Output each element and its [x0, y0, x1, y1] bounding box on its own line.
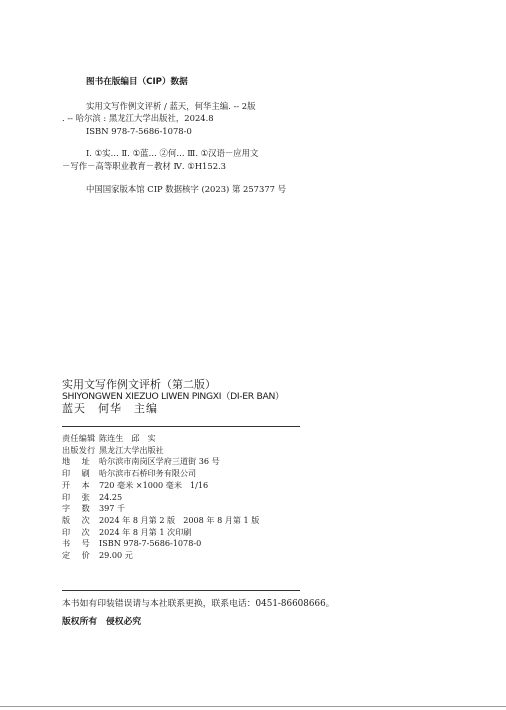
cip-line-publisher: . -- 哈尔滨 : 黑龙江大学出版社，2024.8 [62, 113, 214, 124]
info-value: 哈尔滨市南岗区学府三道街 36 号 [99, 456, 220, 467]
info-value: 397 千 [99, 503, 126, 514]
info-row [62, 503, 302, 515]
copyright-notice: 版权所有 侵权必究 [62, 617, 142, 627]
info-label: 出版发行 [62, 444, 96, 455]
info-label: 开本 [62, 479, 90, 490]
info-value: 黑龙江大学出版社 [99, 444, 164, 455]
replacement-notice: 本书如有印装错误请与本社联系更换，联系电话：0451-86608666。 [62, 599, 335, 609]
book-title: 实用文写作例文评析（第二版） [62, 378, 216, 391]
publication-info [62, 433, 302, 562]
info-value: ISBN 978-7-5686-1078-0 [99, 538, 202, 549]
info-label: 版次 [62, 514, 90, 525]
cip-line-subject-cont: －写作－高等职业教育－教材 Ⅳ. ①H152.3 [62, 160, 227, 171]
info-label: 印次 [62, 526, 90, 537]
divider-top [62, 426, 300, 427]
info-value: 2024 年 8 月第 1 次印刷 [99, 526, 192, 537]
info-row [62, 433, 302, 445]
info-value: 29.00 元 [99, 550, 133, 561]
info-label: 印张 [62, 491, 90, 502]
info-row [62, 550, 302, 562]
info-label: 字数 [62, 503, 90, 514]
info-label: 责任编辑 [62, 433, 96, 443]
divider-bottom [62, 590, 300, 591]
info-value: 陈连生 邱 实 [99, 433, 156, 443]
info-row [62, 468, 302, 480]
cip-block [62, 76, 302, 195]
cip-heading: 图书在版编目（CIP）数据 [86, 77, 188, 87]
info-value: 24.25 [99, 491, 123, 502]
info-value: 720 毫米 ×1000 毫米 1/16 [99, 479, 209, 490]
info-value: 哈尔滨市石桥印务有限公司 [99, 468, 197, 479]
info-row [62, 480, 302, 492]
info-label: 定价 [62, 550, 90, 561]
cip-line-record: 中国国家版本馆 CIP 数据核字 (2023) 第 257377 号 [86, 183, 287, 194]
info-label: 书号 [62, 538, 90, 549]
book-pinyin-title: SHIYONGWEN XIEZUO LIWEN PINGXI（DI-ER BAN） [62, 391, 284, 402]
page-edge-line [0, 706, 506, 707]
book-title-block [62, 378, 284, 415]
info-row [62, 527, 302, 539]
cip-line-title: 实用文写作例文评析 / 蓝天，何华主编. -- 2版 [86, 100, 256, 111]
cip-line-subject: Ⅰ. ①实… Ⅱ. ①蓝… ②何… Ⅲ. ①汉语－应用文 [86, 148, 259, 159]
info-label: 地址 [62, 456, 90, 467]
info-row [62, 492, 302, 504]
info-row [62, 515, 302, 527]
info-row [62, 538, 302, 550]
info-row [62, 445, 302, 457]
book-authors: 蓝天 何华 主编 [62, 402, 158, 415]
info-value: 2024 年 8 月第 2 版 2008 年 8 月第 1 版 [99, 514, 260, 525]
info-row [62, 456, 302, 468]
cip-line-isbn: ISBN 978-7-5686-1078-0 [86, 125, 192, 136]
info-label: 印刷 [62, 468, 90, 479]
